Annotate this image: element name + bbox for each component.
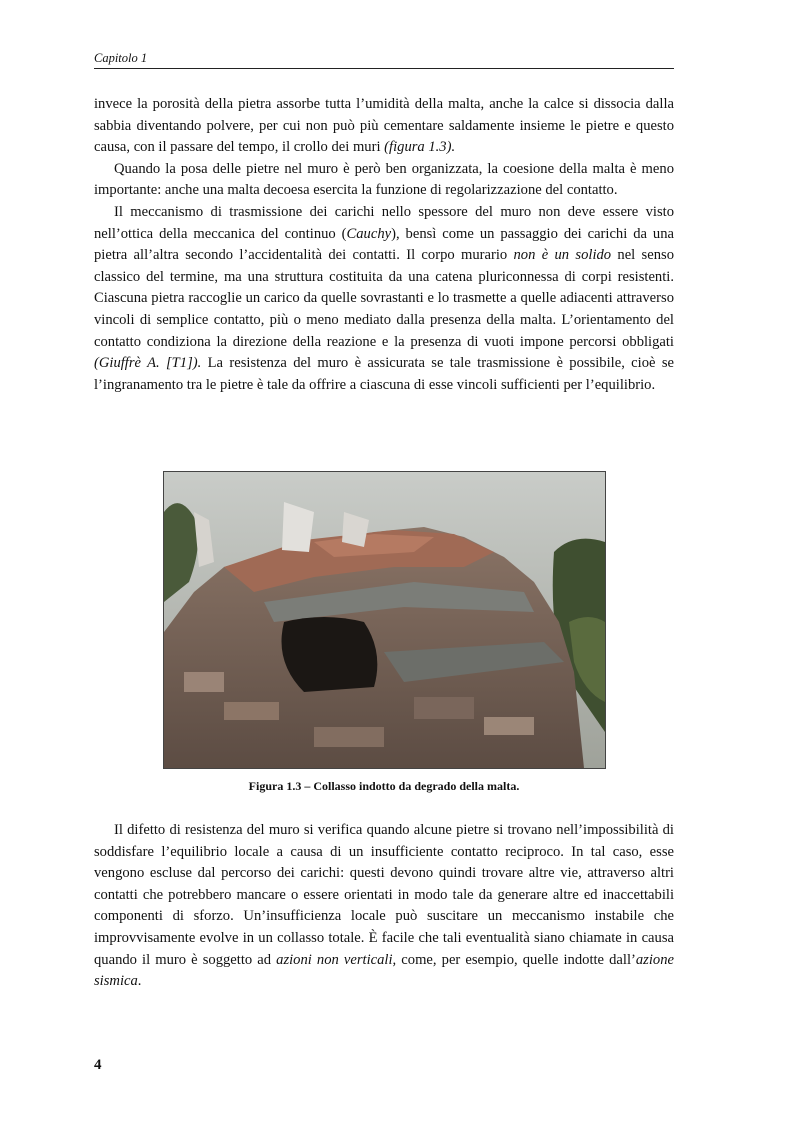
body-text-top [94,94,674,396]
citation: (Giuffrè A. [T1]). [94,355,202,372]
body-text-bottom [94,820,674,993]
paragraph-3 [94,202,674,396]
emphasis-azione-sismica: azione sismica [94,951,674,990]
text-run: come, per esempio, quelle indotte dall’ [396,951,636,968]
chapter-label: Capitolo 1 [94,51,148,65]
text-run: invece la porosità della pietra assorbe tutta l’umidità della malta, anche la calce si dissocia dalla sabbia diventando polvere, per cui non può più cementare saldamente insieme le pietre e questo causa, con il passare del tempo, il crollo dei muri [94,96,674,156]
running-header [94,50,674,69]
rubble-photo-illustration [164,472,605,768]
collapse-photo [163,471,606,769]
text-run: Il meccanismo di trasmissione dei carichi nello spessore del muro non deve essere visto nell’ottica della meccanica del continuo ( [94,203,674,242]
text-run: Il difetto di resistenza del muro si verifica quando alcune pietre si trovano nell’impossibilità di soddisfare l’equilibrio locale a causa di un insufficiente contatto reciproco. In tal caso, esse vengono escluse dal percorso dei carichi: questi devono quindi trovare altre vie, attraverso altri contatti che potrebbero mancare o essere orientati in modo tale da generare altre ed inaccettabili componenti di sforzo. Un’insufficienza locale può suscitare un meccanismo instabile che improvvisamente evolve in un collasso totale. È facile che tali eventualità siano chiamate in causa quando il muro è soggetto ad [94,822,674,968]
text-run: La resistenza del muro è assicurata se tale trasmissione è possibile, cioè se l’ingranamento tra le pietre è tale da offrire a ciascuna di esse vincoli sufficienti per l’equilibrio. [94,355,674,393]
figure-caption: Figura 1.3 – Collasso indotto da degrado della malta. [248,779,520,793]
paragraph-1 [94,94,674,159]
emphasis-cauchy: Cauchy [346,225,392,242]
paragraph-4 [94,820,674,993]
page-number: 4 [94,1057,102,1073]
text-run: nel senso classico del termine, ma una struttura costituita da una catena pluriconnessa di corpi resistenti. Ciascuna pietra raccoglie un carico da quelle sovrastanti e lo trasmette a quelle adiacenti attraverso vincoli di semplice contatto, più o meno mediato dalla presenza della malta. L’orientamento del contatto condiziona la direzione della reazione e la presenza di vuoti impone percorsi obbligati [94,247,674,350]
figure-reference: (figura 1.3). [384,139,456,156]
text-run: ), bensì come un passaggio dei carichi da una pietra all’altra secondo l’accidentalità dei contatti. Il corpo murario [94,225,674,264]
text-run: . [137,973,142,990]
emphasis-azioni-non-verticali: azioni non verticali, [276,951,397,968]
emphasis-non-solido: non è un solido [513,247,612,264]
paragraph-2: Quando la posa delle pietre nel muro è però ben organizzata, la coesione della malta è meno importante: anche una malta decoesa esercita la funzione di regolarizzazione del contatto. [94,160,674,199]
